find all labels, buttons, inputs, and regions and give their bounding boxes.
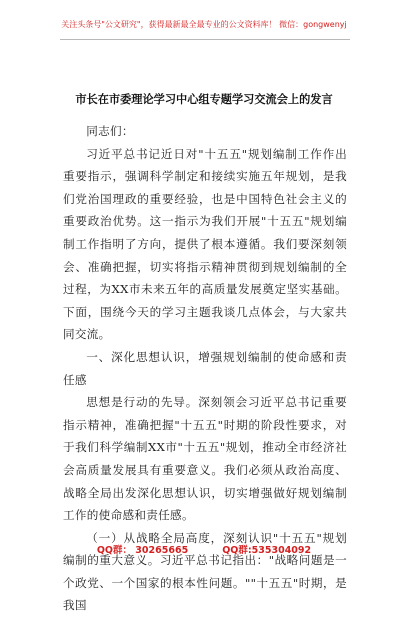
salutation: 同志们： bbox=[86, 124, 134, 138]
qq-group-2: QQ群:535304092 bbox=[222, 545, 312, 556]
footer-contact bbox=[0, 544, 408, 558]
header-banner: 关注头条号"公文研究"，获得最新最全最专业的公文资料库！ 微信：gongwenyj bbox=[61, 20, 347, 29]
subsection-paragraph: （一）从战略全局高度，深刻认识"十五五"规划编制的重大意义。习近平总书记指出："战略问题是一个政党、一个国家的根本性问题。""十五五"时期，是我国 bbox=[63, 530, 347, 613]
document-title: 市长在市委理论学习中心组专题学习交流会上的发言 bbox=[75, 93, 333, 106]
header-divider bbox=[60, 39, 350, 40]
section-heading: 一、深化思想认识，增强规划编制的使命感和责任感 bbox=[63, 349, 347, 387]
body-paragraph: 习近平总书记近日对"十五五"规划编制工作作出重要指示，强调科学制定和接续实施五年规划，是我们党治国理政的重要经验，也是中国特色社会主义的重要政治优势。这一指示为我们开展"十五五"规划编制工作指明了方向，提供了根本遵循。我们要深刻领会、准确把握，切实将指示精神贯彻到规划编制的全过程，为XX市未来五年的高质量发展奠定坚实基础。下面，围绕今天的学习主题我谈几点体会，与大家共同交流。 bbox=[63, 146, 347, 342]
body-paragraph: 思想是行动的先导。深刻领会习近平总书记重要指示精神，准确把握"十五五"时期的阶段性要求，对于我们科学编制XX市"十五五"规划，推动全市经济社会高质量发展具有重要意义。我们必须从政治高度、战略全局出发深化思想认识，切实增强做好规划编制工作的使命感和责任感。 bbox=[63, 395, 347, 523]
qq-group-1: QQ群： 30265665 bbox=[96, 545, 189, 556]
document-body bbox=[63, 120, 347, 617]
